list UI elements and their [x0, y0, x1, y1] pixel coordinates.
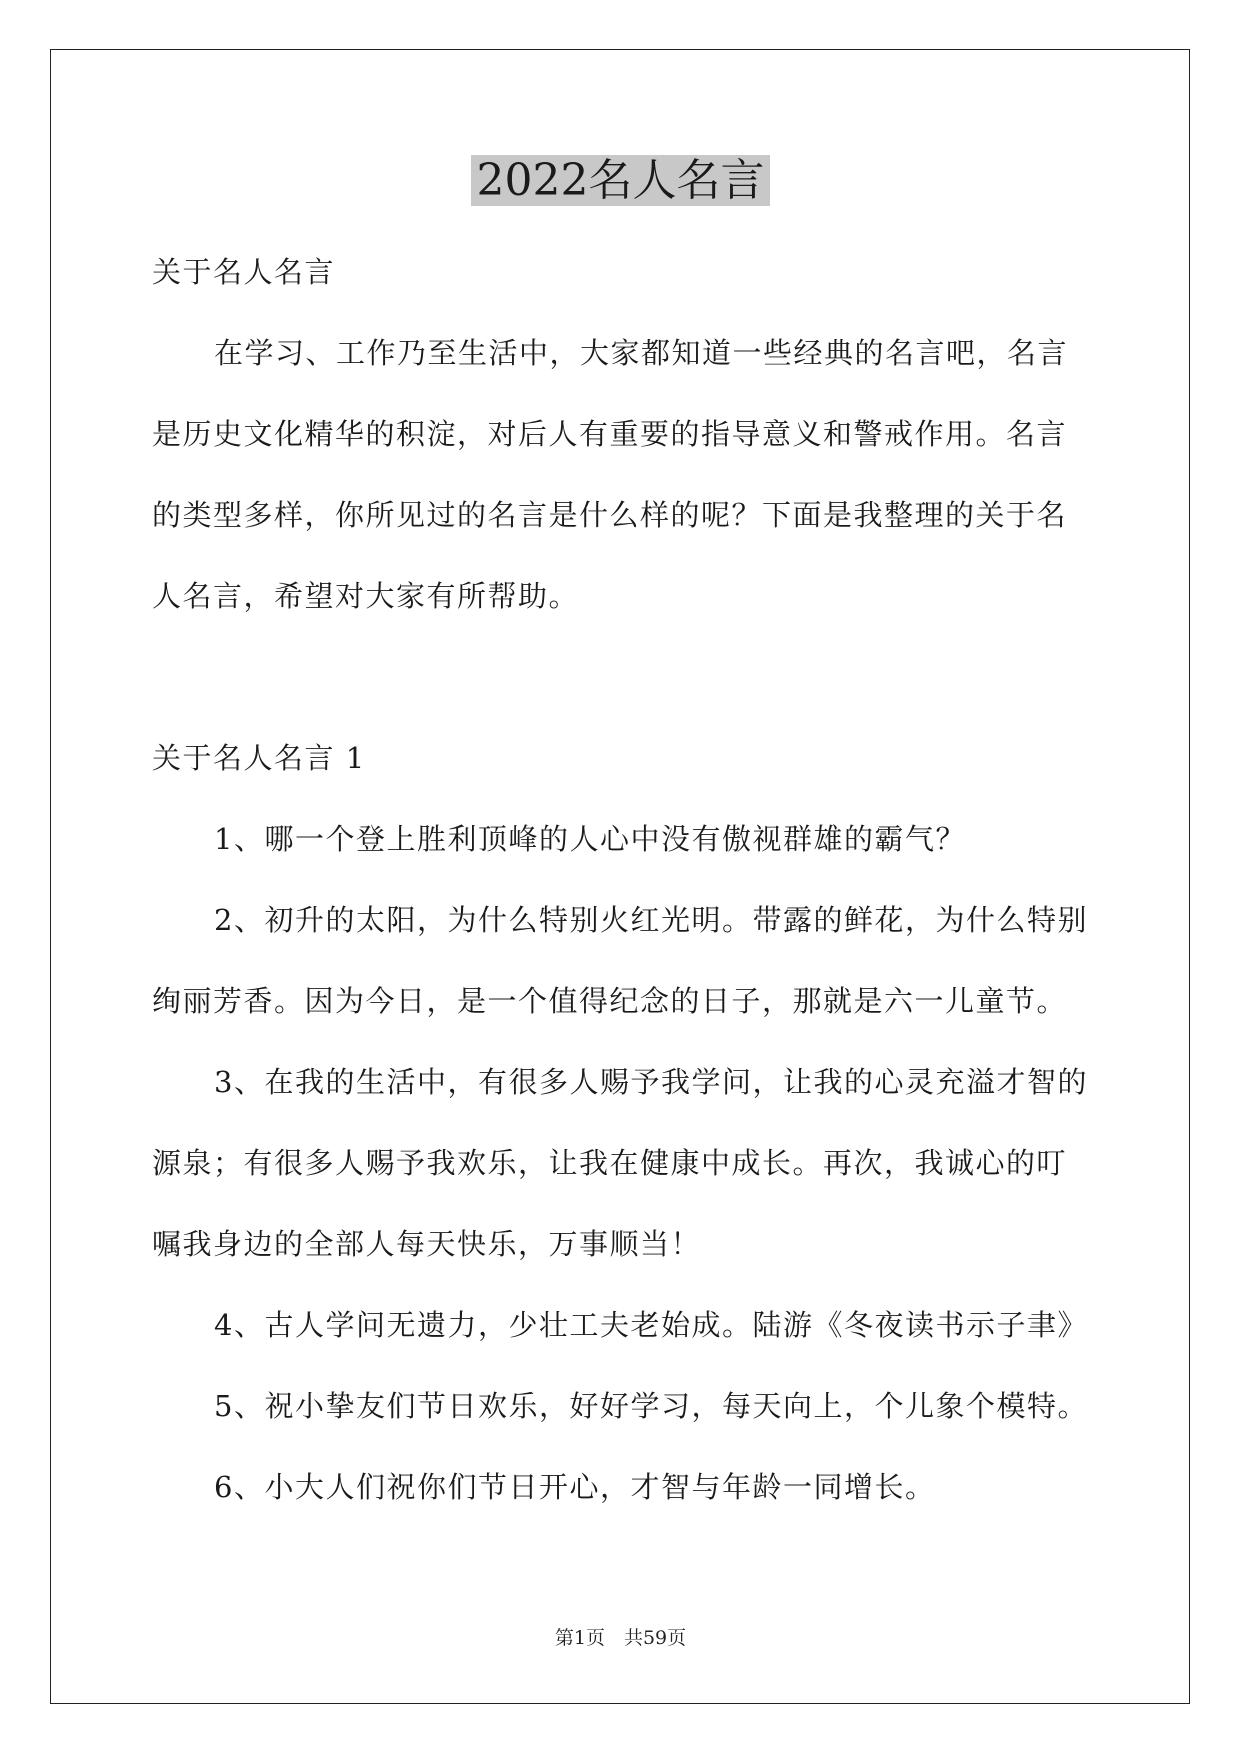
quote-item: 5、祝小挚友们节日欢乐，好好学习，每天向上，个儿象个模特。	[214, 1389, 1088, 1423]
quote-item: 4、古人学问无遗力，少壮工夫老始成。陆游《冬夜读书示子聿》	[214, 1308, 1088, 1342]
section-heading: 关于名人名言 1	[152, 741, 366, 775]
page-number-footer: 第1页 共59页	[554, 1627, 687, 1649]
quote-item: 1、哪一个登上胜利顶峰的人心中没有傲视群雄的霸气？	[214, 822, 966, 856]
quote-item: 2、初升的太阳，为什么特别火红光明。带露的鲜花，为什么特别绚丽芳香。因为今日，是一个值得纪念的日子，那就是六一儿童节。	[152, 903, 1088, 1018]
document-body	[152, 232, 1092, 1528]
intro-paragraph: 在学习、工作乃至生活中，大家都知道一些经典的名言吧，名言是历史文化精华的积淀，对后人有重要的指导意义和警戒作用。名言的类型多样，你所见过的名言是什么样的呢？下面是我整理的关于名人名言，希望对大家有所帮助。	[152, 336, 1069, 613]
quote-item: 6、小大人们祝你们节日开心，才智与年龄一同增长。	[214, 1470, 936, 1504]
document-title	[0, 150, 1241, 212]
document-title-text: 2022名人名言	[471, 155, 771, 206]
quote-item: 3、在我的生活中，有很多人赐予我学问，让我的心灵充溢才智的源泉；有很多人赐予我欢乐，让我在健康中成长。再次，我诚心的叮嘱我身边的全部人每天快乐，万事顺当！	[152, 1065, 1088, 1261]
intro-heading: 关于名人名言	[152, 255, 336, 289]
section-spacer	[152, 637, 1092, 718]
